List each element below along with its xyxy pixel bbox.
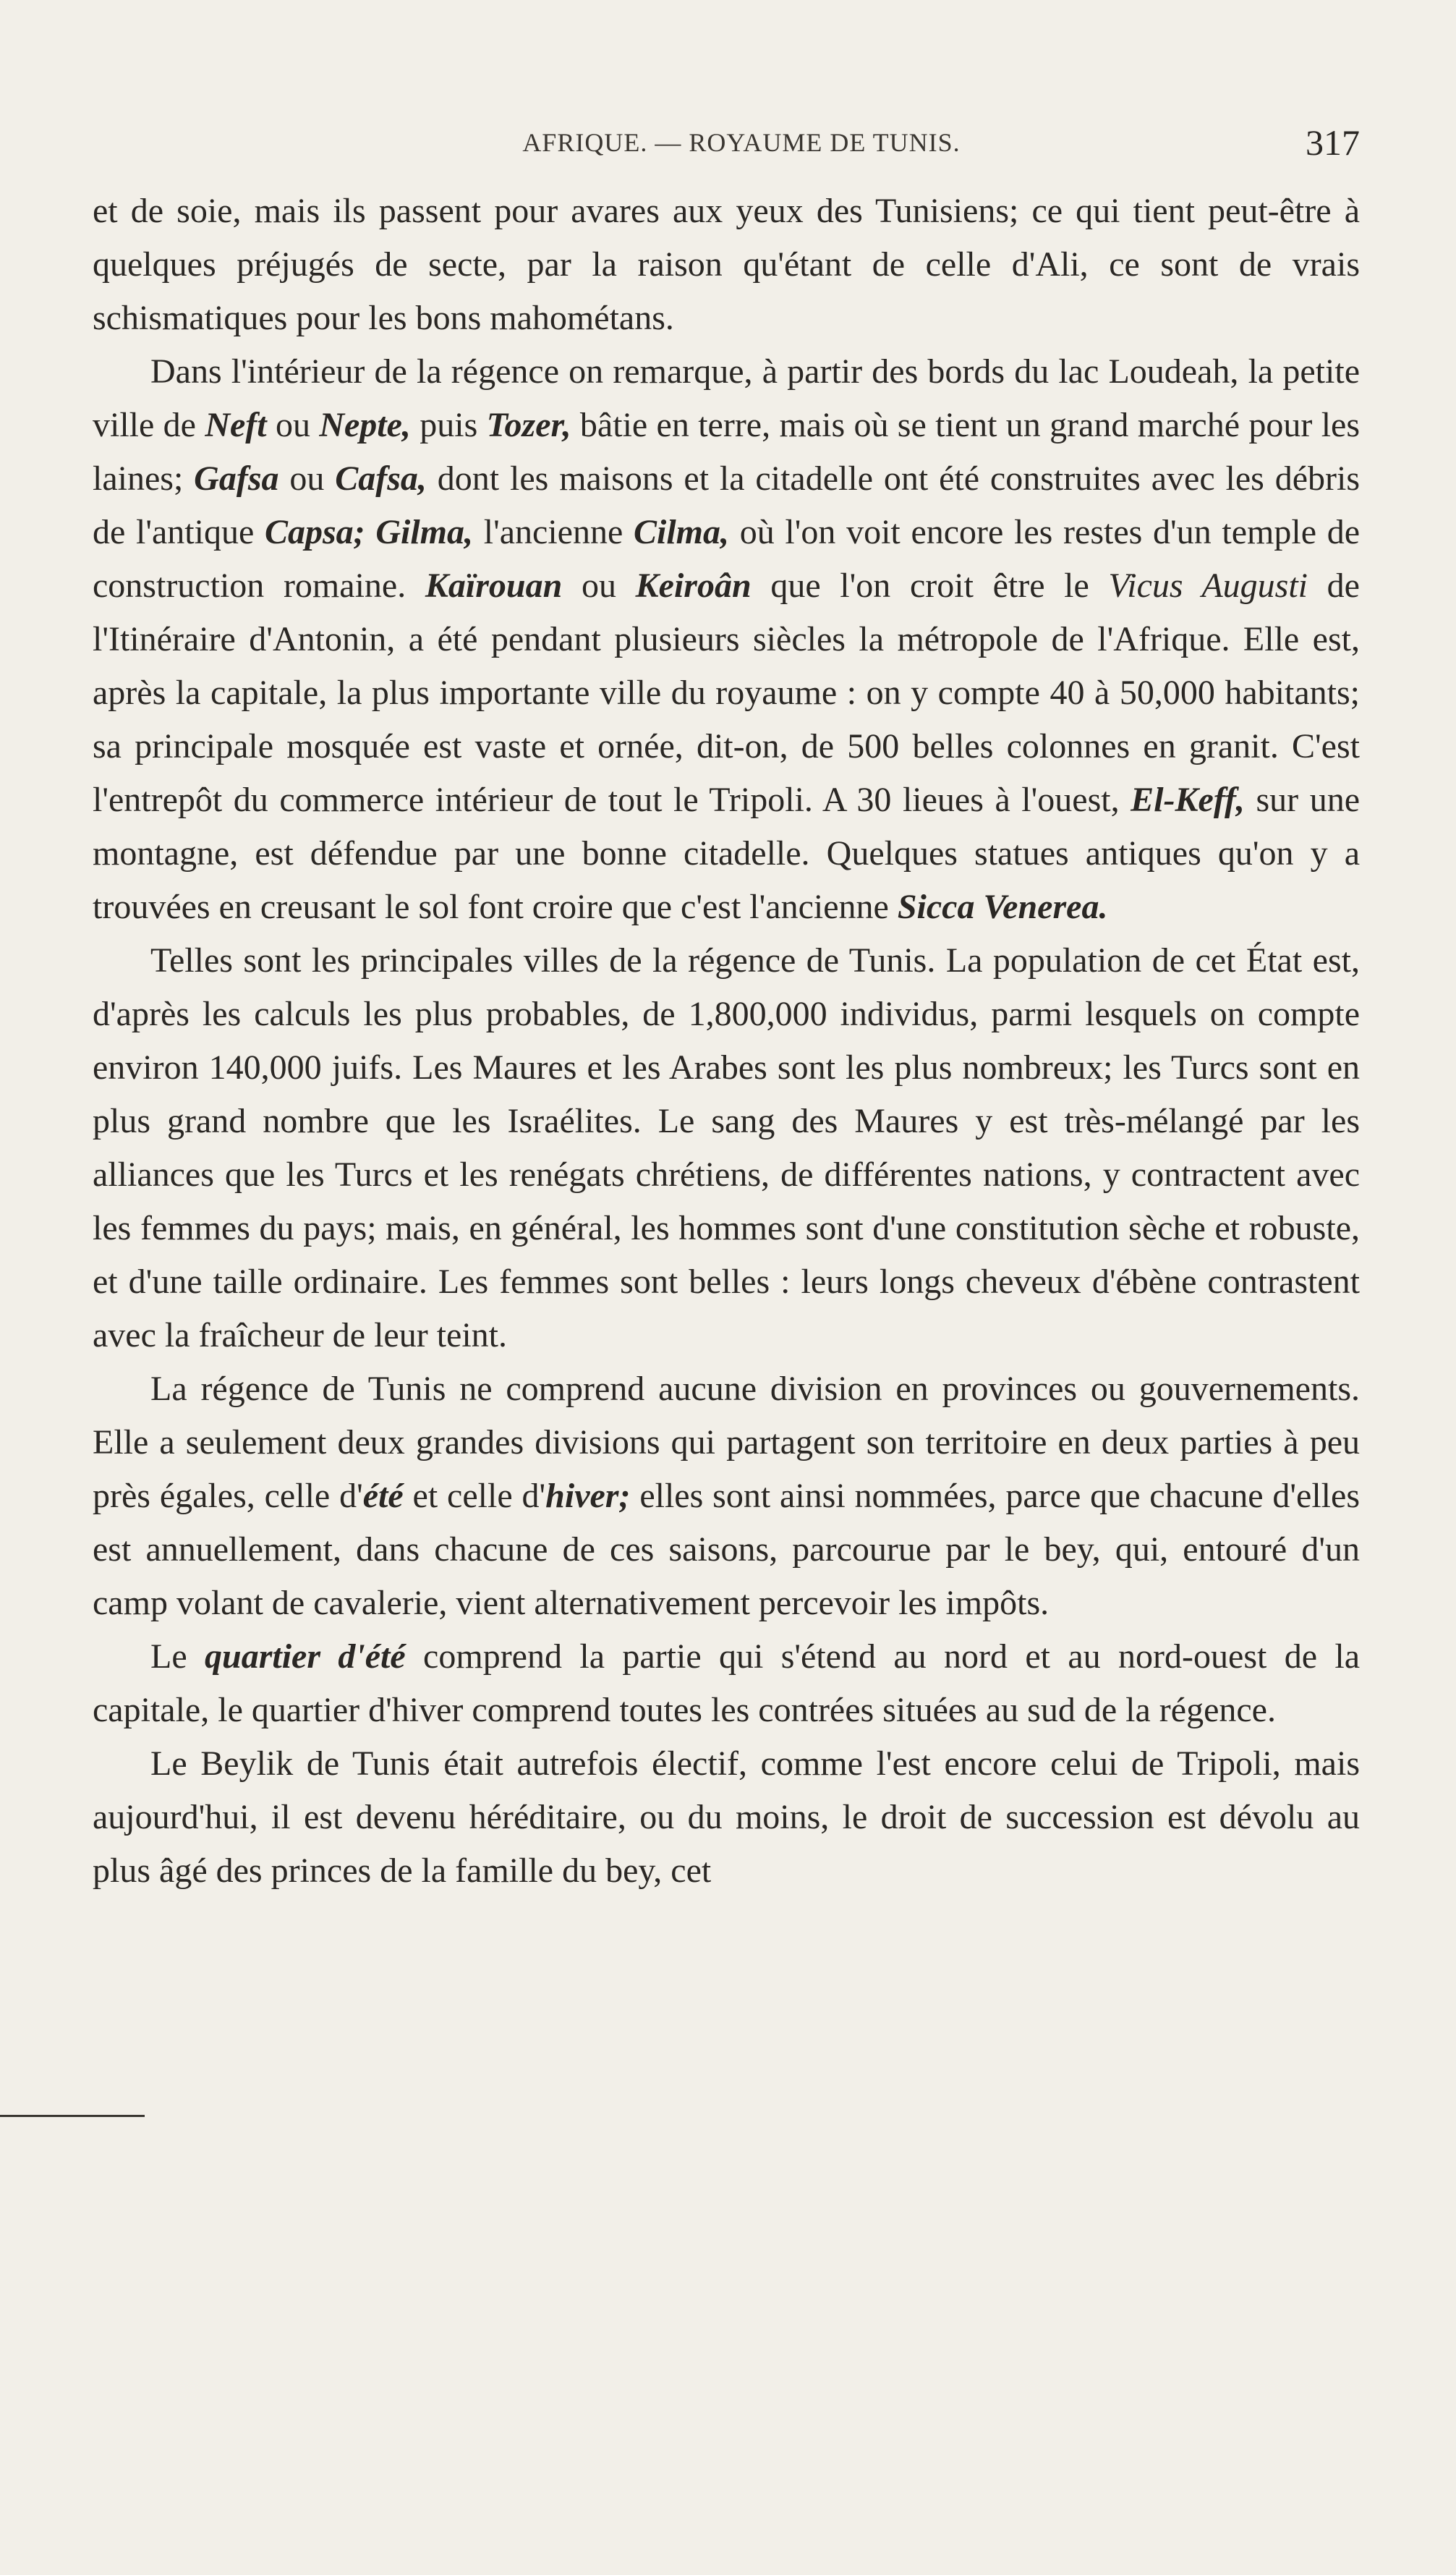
place-cilma: Cilma, bbox=[633, 513, 729, 551]
place-vicus-augusti: Vicus Augusti bbox=[1108, 567, 1308, 605]
p2-text-11: de l'Itinéraire d'Antonin, a été pendant plusieurs siècles la métropole de l'Afrique. Elle est, après la capitale, la plus importante ville du royaume : on y compte 40 à 50,000 habitants; sa principale mosquée est vaste et ornée, dit-on, de 500 belles colonnes en granit. C'est l'entrepôt du commerce intérieur de tout le Tripoli. A 30 lieues à l'ouest, bbox=[93, 567, 1360, 819]
p3-text-1: Telles sont les principales villes de la régence de Tunis. La population de cet État est, d'après les calculs les plus probables, de 1,800,000 individus, parmi lesquels on compte environ 140,000 juifs. Les Maures et les Arabes sont les plus nombreux; les Turcs sont en plus grand nombre que les Israélites. Le sang des Maures y est très-mélangé par les alliances que les Turcs et les renégats chrétiens, de différentes nations, y contractent avec les femmes du pays; mais, en général, les hommes sont d'une constitution sèche et robuste, et d'une taille ordinaire. Les femmes sont belles : leurs longs cheveux d'ébène contrastent avec la fraîcheur de leur teint. bbox=[93, 941, 1360, 1354]
paragraph-4 bbox=[93, 1362, 1360, 1630]
place-capsa-gilma: Capsa; Gilma, bbox=[264, 513, 474, 551]
p2-text-1: Dans l'intérieur de la régence on remarque, à partir des bords du lac Loudeah, la petite ville de bbox=[93, 352, 1360, 444]
place-sicca-venerea: Sicca Venerea. bbox=[897, 888, 1108, 926]
place-neft: Neft bbox=[205, 406, 267, 444]
paragraph-3 bbox=[93, 934, 1360, 1362]
place-keiroan: Keiroân bbox=[635, 567, 752, 605]
p5-text-1: Le bbox=[150, 1637, 205, 1676]
p4-text-2: et celle d' bbox=[403, 1477, 546, 1515]
p2-text-9: ou bbox=[562, 567, 636, 605]
paragraph-2 bbox=[93, 345, 1360, 934]
running-title: AFRIQUE. — ROYAUME DE TUNIS. bbox=[522, 128, 961, 157]
p1-text-1: et de soie, mais ils passent pour avares aux yeux des Tunisiens; ce qui tient peut-être à quelques préjugés de secte, par la raison qu'étant de celle d'Ali, ce sont de vrais schismatiques pour les bons mahométans. bbox=[93, 192, 1360, 337]
p2-text-4: bâtie en terre, mais où se tient un grand marché pour les laines; bbox=[93, 406, 1361, 498]
page-number: 317 bbox=[1306, 122, 1360, 163]
place-gafsa: Gafsa bbox=[194, 459, 279, 498]
p5-text-2: comprend la partie qui s'étend au nord et au nord-ouest de la capitale, le quartier d'hiver comprend toutes les contrées situées au sud de la régence. bbox=[93, 1637, 1361, 1729]
place-nepte: Nepte, bbox=[319, 406, 411, 444]
running-header bbox=[123, 122, 1360, 165]
p2-text-5: ou bbox=[278, 459, 336, 498]
p2-text-10: que l'on croit être le bbox=[751, 567, 1109, 605]
p2-text-2: ou bbox=[266, 406, 320, 444]
p2-text-7: l'ancienne bbox=[473, 513, 634, 551]
p6-text-1: Le Beylik de Tunis était autrefois électif, comme l'est encore celui de Tripoli, mais aujourd'hui, il est devenu héréditaire, ou du moins, le droit de succession est dévolu au plus âgé des princes de la famille du bey, cet bbox=[93, 1744, 1360, 1890]
p2-text-8: où l'on voit encore les restes d'un temple de construction romaine. bbox=[93, 513, 1361, 605]
place-cafsa: Cafsa, bbox=[335, 459, 427, 498]
paragraph-5 bbox=[93, 1630, 1360, 1737]
term-ete: été bbox=[362, 1477, 404, 1515]
p4-text-3: elles sont ainsi nommées, parce que chacune d'elles est annuellement, dans chacune de ces saisons, parcourue par le bey, qui, entouré d'un camp volant de cavalerie, vient alternativement percevoir les impôts. bbox=[93, 1477, 1361, 1622]
paragraph-1 bbox=[93, 184, 1360, 345]
body-text bbox=[93, 184, 1360, 1898]
p4-text-1: La régence de Tunis ne comprend aucune division en provinces ou gouvernements. Elle a seulement deux grandes divisions qui partagent son territoire en deux parties à peu près égales, celle d' bbox=[93, 1370, 1360, 1515]
place-kairouan: Kaïrouan bbox=[425, 567, 563, 605]
paragraph-6 bbox=[93, 1737, 1360, 1898]
term-hiver: hiver; bbox=[545, 1477, 631, 1515]
p2-text-3: puis bbox=[410, 406, 487, 444]
p2-text-6: dont les maisons et la citadelle ont été construites avec les débris de l'antique bbox=[93, 459, 1361, 551]
term-quartier-ete: quartier d'été bbox=[205, 1637, 406, 1676]
p2-text-12: sur une montagne, est défendue par une bonne citadelle. Quelques statues antiques qu'on y a trouvées en creusant le sol font croire que c'est l'ancienne bbox=[93, 781, 1361, 926]
place-tozer: Tozer, bbox=[486, 406, 571, 444]
place-el-keff: El-Keff, bbox=[1131, 781, 1245, 819]
margin-rule bbox=[0, 2115, 145, 2117]
